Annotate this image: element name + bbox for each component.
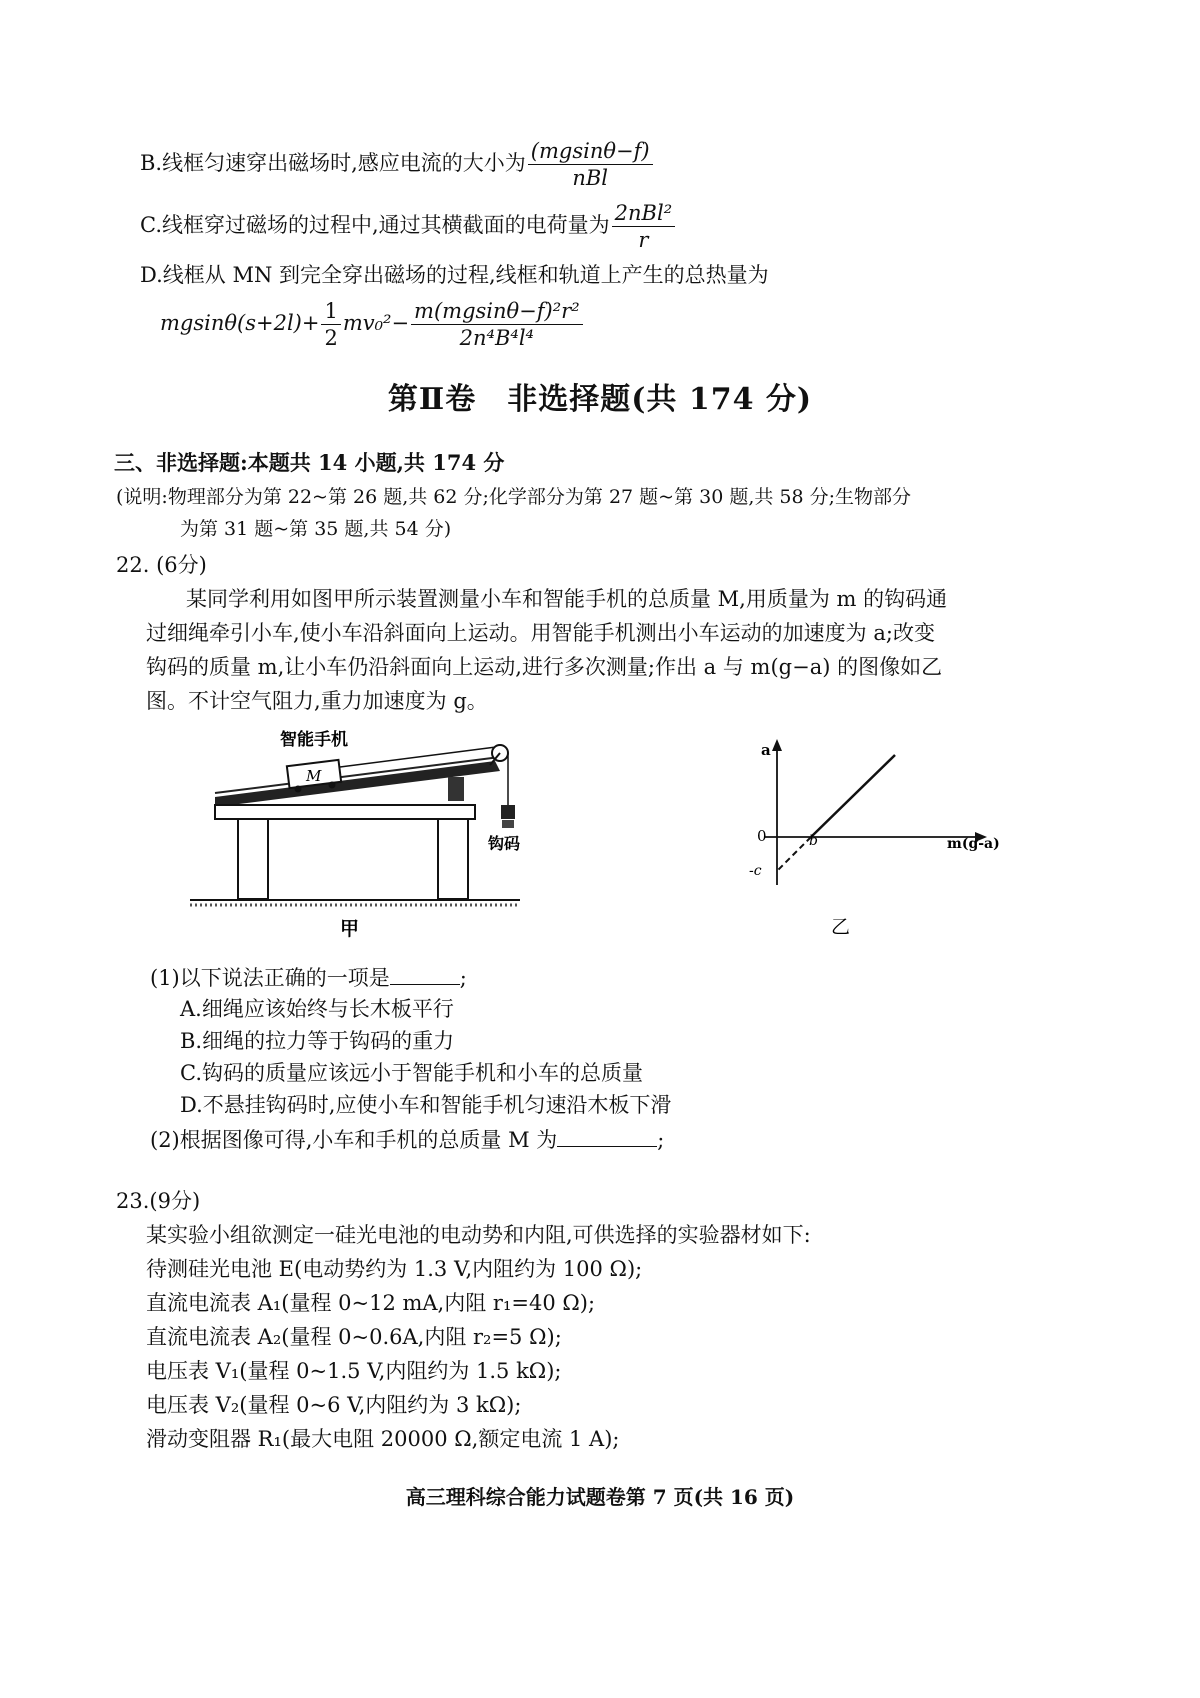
cart-label: M [306, 767, 322, 785]
option-c-text: C.线框穿过磁场的过程中,通过其横截面的电荷量为 [140, 213, 610, 237]
heat-fraction [411, 298, 583, 351]
q23-line: 电压表 V₂(量程 0~6 V,内阻约为 3 kΩ); [146, 1393, 522, 1417]
q22-number: 22. (6分) [116, 553, 207, 577]
section-title: 第Ⅱ卷 非选择题(共 174 分) [387, 382, 813, 417]
q22-option-b: B.细绳的拉力等于钩码的重力 [180, 1029, 455, 1053]
formula-part-b: mv₀²− [342, 311, 410, 335]
c-intercept-label: -c [749, 863, 762, 879]
part3-note-line2: 为第 31 题~第 35 题,共 54 分) [180, 518, 452, 540]
figure-graph [749, 735, 1025, 945]
fraction-numerator: 2nBl² [612, 200, 675, 227]
q22-sub2-text: (2)根据图像可得,小车和手机的总质量 M 为 [150, 1128, 558, 1152]
support-block [448, 777, 464, 801]
cart-wheel [295, 786, 302, 793]
option-b-fraction [528, 138, 653, 191]
option-d-formula [160, 298, 585, 351]
q22-sub2: (2)根据图像可得,小车和手机的总质量 M 为 ; [150, 1124, 664, 1155]
half-fraction [321, 298, 340, 351]
hook-weight [501, 805, 515, 819]
option-c-fraction [612, 200, 675, 253]
figure-caption-yi: 乙 [831, 916, 851, 938]
origin-label: 0 [757, 827, 767, 845]
figure-apparatus [180, 725, 550, 950]
part3-heading: 三、非选择题:本题共 14 小题,共 174 分 [114, 450, 505, 475]
answer-blank [557, 1124, 657, 1147]
y-axis-arrow [772, 739, 782, 751]
graph-line [811, 755, 895, 837]
phone-label: 智能手机 [280, 730, 348, 750]
q23-number: 23.(9分) [116, 1189, 201, 1213]
table-top [215, 805, 475, 819]
fraction-numerator: (mgsinθ−f) [528, 138, 653, 165]
option-d: D.线框从 MN 到完全穿出磁场的过程,线框和轨道上产生的总热量为 [140, 263, 769, 287]
q22-option-c: C.钩码的质量应该远小于智能手机和小车的总质量 [180, 1061, 643, 1085]
q22-option-d: D.不悬挂钩码时,应使小车和智能手机匀速沿木板下滑 [180, 1093, 672, 1117]
weight-label: 钩码 [488, 834, 521, 853]
q22-paragraph-line1: 某同学利用如图甲所示装置测量小车和智能手机的总质量 M,用质量为 m 的钩码通 [186, 587, 948, 611]
fraction-denominator: nBl [572, 166, 609, 190]
fraction-denominator: 2 [324, 326, 338, 350]
hook-weight [502, 820, 514, 828]
cart-wheel [329, 782, 336, 789]
q22-paragraph-line2: 过细绳牵引小车,使小车沿斜面向上运动。用智能手机测出小车运动的加速度为 a;改变 [146, 621, 935, 645]
q22-sub1: (1)以下说法正确的一项是 ; [150, 962, 467, 993]
fraction-denominator: 2n⁴B⁴l⁴ [459, 326, 534, 350]
option-b-text: B.线框匀速穿出磁场时,感应电流的大小为 [140, 151, 526, 175]
table-leg [238, 819, 268, 899]
q23-line: 待测硅光电池 E(电动势约为 1.3 V,内阻约为 100 Ω); [146, 1257, 643, 1281]
b-intercept-label: b [809, 833, 818, 849]
option-b [140, 138, 655, 191]
formula-part-a: mgsinθ(s+2l)+ [160, 311, 320, 335]
q23-line: 直流电流表 A₂(量程 0~0.6A,内阻 r₂=5 Ω); [146, 1325, 562, 1349]
q23-line: 电压表 V₁(量程 0~1.5 V,内阻约为 1.5 kΩ); [146, 1359, 562, 1383]
q23-line: 某实验小组欲测定一硅光电池的电动势和内阻,可供选择的实验器材如下: [146, 1223, 811, 1247]
q22-sub1-text: (1)以下说法正确的一项是 [150, 966, 390, 990]
answer-blank [390, 962, 460, 985]
q23-line: 滑动变阻器 R₁(最大电阻 20000 Ω,额定电流 1 A); [146, 1427, 620, 1451]
y-axis-label: a [761, 741, 771, 759]
q22-paragraph-line4: 图。不计空气阻力,重力加速度为 g。 [146, 689, 488, 713]
x-axis-label: m(g-a) [947, 836, 1000, 852]
part3-note-line1: (说明:物理部分为第 22~第 26 题,共 62 分;化学部分为第 27 题~第 30 题,共 58 分;生物部分 [116, 486, 912, 508]
graph-dashed-extension [777, 837, 811, 871]
option-c [140, 200, 677, 253]
fraction-numerator: 1 [321, 298, 340, 325]
page-footer: 高三理科综合能力试题卷第 7 页(共 16 页) [405, 1485, 795, 1509]
q23-line: 直流电流表 A₁(量程 0~12 mA,内阻 r₁=40 Ω); [146, 1291, 596, 1315]
fraction-denominator: r [638, 228, 649, 252]
q22-option-a: A.细绳应该始终与长木板平行 [180, 997, 454, 1021]
table-leg [438, 819, 468, 899]
figure-caption-jia: 甲 [340, 918, 360, 940]
q22-paragraph-line3: 钩码的质量 m,让小车仍沿斜面向上运动,进行多次测量;作出 a 与 m(g−a) 的图像如乙 [146, 655, 943, 679]
fraction-numerator: m(mgsinθ−f)²r² [411, 298, 583, 325]
